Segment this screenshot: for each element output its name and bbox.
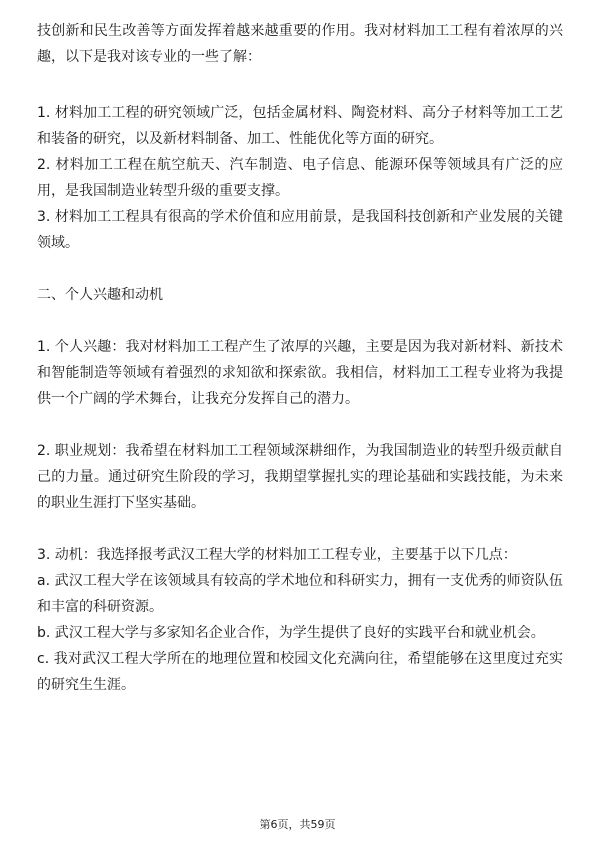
motivation-item-c: c. 我对武汉工程大学所在的地理位置和校园文化充满向往，希望能够在这里度过充实的研究生生涯。: [37, 651, 563, 693]
interest-paragraph: 1. 个人兴趣：我对材料加工工程产生了浓厚的兴趣，主要是因为我对新材料、新技术和智能制造等领域有着强烈的求知欲和探索欲。我相信，材料加工工程专业将为我提供一个广阔的学术舞台，让我充分发挥自己的潜力。: [37, 339, 563, 407]
understanding-item-3: 3. 材料加工工程具有很高的学术价值和应用前景，是我国科技创新和产业发展的关键领域。: [37, 209, 563, 251]
motivation-item-b: b. 武汉工程大学与多家知名企业合作，为学生提供了良好的实践平台和就业机会。: [37, 625, 545, 641]
understanding-item-1: 1. 材料加工工程的研究领域广泛，包括金属材料、陶瓷材料、高分子材料等加工工艺和装备的研究，以及新材料制备、加工、性能优化等方面的研究。: [37, 105, 563, 147]
page-number: 第6页，共59页: [259, 818, 336, 831]
intro-paragraph: 技创新和民生改善等方面发挥着越来越重要的作用。我对材料加工工程有着浓厚的兴趣，以下是我对该专业的一些了解：: [37, 23, 563, 65]
document-body: [37, 18, 563, 698]
motivation-item-a: a. 武汉工程大学在该领域具有较高的学术地位和科研实力，拥有一支优秀的师资队伍和丰富的科研资源。: [37, 573, 563, 615]
section-heading: 二、个人兴趣和动机: [37, 287, 163, 303]
motivation-intro: 3. 动机：我选择报考武汉工程大学的材料加工工程专业，主要基于以下几点：: [37, 547, 517, 563]
career-paragraph: 2. 职业规划：我希望在材料加工工程领域深耕细作，为我国制造业的转型升级贡献自己的力量。通过研究生阶段的学习，我期望掌握扎实的理论基础和实践技能，为未来的职业生涯打下坚实基础。: [37, 443, 563, 511]
understanding-item-2: 2. 材料加工工程在航空航天、汽车制造、电子信息、能源环保等领域具有广泛的应用，是我国制造业转型升级的重要支撑。: [37, 157, 563, 199]
